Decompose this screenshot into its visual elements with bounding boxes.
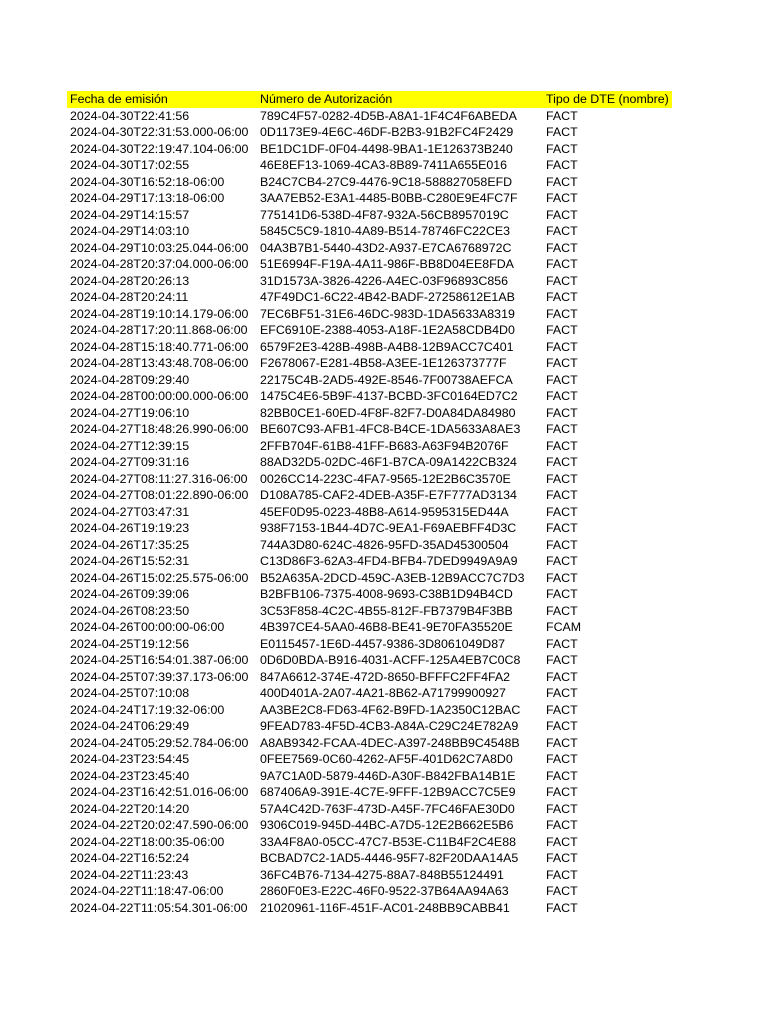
- tipo-cell: FACT: [546, 158, 578, 172]
- fecha-cell: 2024-04-24T17:19:32-06:00: [70, 702, 225, 717]
- autorizacion-cell: AA3BE2C8-FD63-4F62-B9FD-1A2350C12BAC: [260, 702, 521, 717]
- tipo-cell: FACT: [546, 735, 578, 750]
- tipo-cell: FACT: [546, 405, 578, 420]
- fecha-cell: 2024-04-23T23:54:45: [70, 752, 190, 766]
- table-row: [67, 141, 672, 158]
- tipo-cell: FACT: [546, 471, 578, 486]
- fecha-cell: 2024-04-28T15:18:40.771-06:00: [70, 339, 249, 354]
- table-row: [67, 817, 672, 834]
- autorizacion-cell: 2860F0E3-E22C-46F0-9522-37B64AA94A63: [260, 884, 509, 898]
- table-body: [67, 108, 672, 917]
- header-tipo-de-dte: Tipo de DTE (nombre): [546, 92, 669, 106]
- table-row: [67, 619, 672, 636]
- table-row: [67, 751, 672, 768]
- table-row: [67, 883, 672, 900]
- fecha-cell: 2024-04-26T15:52:31: [70, 554, 190, 568]
- tipo-cell: FACT: [546, 587, 578, 601]
- autorizacion-cell: 3AA7EB52-E3A1-4485-B0BB-C280E9E4FC7F: [260, 191, 518, 205]
- autorizacion-cell: E0115457-1E6D-4457-9386-3D8061049D87: [260, 636, 506, 651]
- tipo-cell: FACT: [546, 389, 578, 403]
- autorizacion-cell: 9306C019-945D-44BC-A7D5-12E2B662E5B6: [260, 818, 514, 832]
- table-row: [67, 603, 672, 620]
- autorizacion-cell: 31D1573A-3826-4226-A4EC-03F96893C856: [260, 273, 508, 288]
- table-row: [67, 900, 672, 917]
- autorizacion-cell: B24C7CB4-27C9-4476-9C18-588827058EFD: [260, 174, 513, 189]
- fecha-cell: 2024-04-22T11:05:54.301-06:00: [70, 900, 248, 915]
- tipo-cell: FACT: [546, 108, 578, 123]
- table-row: [67, 124, 672, 141]
- table-row: [67, 438, 672, 455]
- table-row: [67, 850, 672, 867]
- autorizacion-cell: 744A3D80-624C-4826-95FD-35AD45300504: [260, 537, 509, 552]
- tipo-cell: FACT: [546, 422, 578, 436]
- fecha-cell: 2024-04-26T17:35:25: [70, 537, 190, 552]
- tipo-cell: FACT: [546, 884, 578, 898]
- fecha-cell: 2024-04-27T08:01:22.890-06:00: [70, 488, 249, 502]
- tipo-cell: FACT: [546, 273, 578, 288]
- autorizacion-cell: 687406A9-391E-4C7E-9FFF-12B9ACC7C5E9: [260, 785, 516, 799]
- table-row: [67, 586, 672, 603]
- table-row: [67, 652, 672, 669]
- autorizacion-cell: 400D401A-2A07-4A21-8B62-A71799900927: [260, 686, 506, 700]
- table-row: [67, 405, 672, 422]
- fecha-cell: 2024-04-30T16:52:18-06:00: [70, 174, 225, 189]
- tipo-cell: FACT: [546, 306, 578, 321]
- fecha-cell: 2024-04-29T14:03:10: [70, 224, 190, 238]
- header-numero-de-autorizacion: Número de Autorización: [260, 92, 393, 106]
- tipo-cell: FACT: [546, 224, 578, 238]
- fecha-cell: 2024-04-25T19:12:56: [70, 636, 190, 651]
- autorizacion-cell: 3C53F858-4C2C-4B55-812F-FB7379B4F3BB: [260, 603, 513, 618]
- tipo-cell: FACT: [546, 504, 578, 519]
- autorizacion-cell: BE1DC1DF-0F04-4498-9BA1-1E126373B240: [260, 141, 513, 156]
- table-row: [67, 718, 672, 735]
- table-row: [67, 240, 672, 257]
- fecha-cell: 2024-04-28T20:37:04.000-06:00: [70, 257, 249, 271]
- fecha-cell: 2024-04-27T03:47:31: [70, 504, 190, 519]
- table-row: [67, 504, 672, 521]
- autorizacion-cell: D108A785-CAF2-4DEB-A35F-E7F777AD3134: [260, 488, 517, 502]
- autorizacion-cell: 847A6612-374E-472D-8650-BFFFC2FF4FA2: [260, 669, 511, 684]
- autorizacion-cell: 46E8EF13-1069-4CA3-8B89-7411A655E016: [260, 158, 508, 172]
- tipo-cell: FACT: [546, 174, 578, 189]
- fecha-cell: 2024-04-30T22:19:47.104-06:00: [70, 141, 249, 156]
- fecha-cell: 2024-04-29T17:13:18-06:00: [70, 191, 225, 205]
- tipo-cell: FACT: [546, 339, 578, 354]
- autorizacion-cell: 9FEAD783-4F5D-4CB3-A84A-C29C24E782A9: [260, 719, 519, 733]
- autorizacion-cell: 7EC6BF51-31E6-46DC-983D-1DA5633A8319: [260, 306, 515, 321]
- tipo-cell: FACT: [546, 834, 578, 849]
- fecha-cell: 2024-04-30T22:41:56: [70, 108, 190, 123]
- fecha-cell: 2024-04-30T22:31:53.000-06:00: [70, 125, 249, 139]
- tipo-cell: FACT: [546, 257, 578, 271]
- table-row: [67, 306, 672, 323]
- autorizacion-cell: 1475C4E6-5B9F-4137-BCBD-3FC0164ED7C2: [260, 389, 518, 403]
- table-row: [67, 157, 672, 174]
- autorizacion-cell: 938F7153-1B44-4D7C-9EA1-F69AEBFF4D3C: [260, 521, 517, 535]
- autorizacion-cell: 9A7C1A0D-5879-446D-A30F-B842FBA14B1E: [260, 768, 516, 783]
- fecha-cell: 2024-04-30T17:02:55: [70, 158, 190, 172]
- autorizacion-cell: 0FEE7569-0C60-4262-AF5F-401D62C7A8D0: [260, 752, 513, 766]
- fecha-cell: 2024-04-27T12:39:15: [70, 438, 190, 453]
- autorizacion-cell: EFC6910E-2388-4053-A18F-1E2A58CDB4D0: [260, 323, 515, 337]
- table-row: [67, 273, 672, 290]
- autorizacion-cell: 47F49DC1-6C22-4B42-BADF-27258612E1AB: [260, 290, 515, 304]
- table-row: [67, 322, 672, 339]
- tipo-cell: FACT: [546, 488, 578, 502]
- table-row: [67, 223, 672, 240]
- fecha-cell: 2024-04-25T07:39:37.173-06:00: [70, 669, 249, 684]
- autorizacion-cell: 04A3B7B1-5440-43D2-A937-E7CA6768972C: [260, 240, 512, 255]
- fecha-cell: 2024-04-28T09:29:40: [70, 372, 190, 387]
- table-row: [67, 553, 672, 570]
- fecha-cell: 2024-04-22T20:02:47.590-06:00: [70, 818, 249, 832]
- autorizacion-cell: 57A4C42D-763F-473D-A45F-7FC46FAE30D0: [260, 801, 515, 816]
- tipo-cell: FACT: [546, 191, 578, 205]
- autorizacion-cell: BCBAD7C2-1AD5-4446-95F7-82F20DAA14A5: [260, 851, 519, 865]
- tipo-cell: FACT: [546, 438, 578, 453]
- table-row: [67, 834, 672, 851]
- autorizacion-cell: B2BFB106-7375-4008-9693-C38B1D94B4CD: [260, 587, 513, 601]
- fecha-cell: 2024-04-22T11:18:47-06:00: [70, 884, 224, 898]
- autorizacion-cell: 2FFB704F-61B8-41FF-B683-A63F94B2076F: [260, 438, 509, 453]
- fecha-cell: 2024-04-29T10:03:25.044-06:00: [70, 240, 249, 255]
- autorizacion-cell: 4B397CE4-5AA0-46B8-BE41-9E70FA35520E: [260, 620, 513, 634]
- table-row: [67, 735, 672, 752]
- tipo-cell: FACT: [546, 537, 578, 552]
- tipo-cell: FACT: [546, 785, 578, 799]
- tipo-cell: FCAM: [546, 620, 582, 634]
- tipo-cell: FACT: [546, 356, 578, 370]
- header-fecha-de-emision: Fecha de emisión: [70, 92, 168, 106]
- tipo-cell: FACT: [546, 686, 578, 700]
- autorizacion-cell: 789C4F57-0282-4D5B-A8A1-1F4C4F6ABEDA: [260, 108, 517, 123]
- tipo-cell: FACT: [546, 851, 578, 865]
- fecha-cell: 2024-04-26T19:19:23: [70, 521, 190, 535]
- fecha-cell: 2024-04-28T19:10:14.179-06:00: [70, 306, 249, 321]
- table-row: [67, 685, 672, 702]
- tipo-cell: FACT: [546, 323, 578, 337]
- table-row: [67, 207, 672, 224]
- fecha-cell: 2024-04-29T14:15:57: [70, 207, 190, 222]
- tipo-cell: FACT: [546, 900, 578, 915]
- table-row: [67, 801, 672, 818]
- autorizacion-cell: B52A635A-2DCD-459C-A3EB-12B9ACC7C7D3: [260, 570, 525, 585]
- table-row: [67, 487, 672, 504]
- tipo-cell: FACT: [546, 125, 578, 139]
- table-row: [67, 702, 672, 719]
- table-row: [67, 768, 672, 785]
- table-row: [67, 784, 672, 801]
- table-row: [67, 388, 672, 405]
- table-row: [67, 190, 672, 207]
- table-row: [67, 355, 672, 372]
- table-row: [67, 339, 672, 356]
- table-row: [67, 471, 672, 488]
- table-row: [67, 867, 672, 884]
- fecha-cell: 2024-04-28T20:24:11: [70, 290, 189, 304]
- tipo-cell: FACT: [546, 290, 578, 304]
- table-row: [67, 520, 672, 537]
- autorizacion-cell: F2678067-E281-4B58-A3EE-1E126373777F: [260, 356, 507, 370]
- fecha-cell: 2024-04-27T18:48:26.990-06:00: [70, 422, 249, 436]
- autorizacion-cell: 82BB0CE1-60ED-4F8F-82F7-D0A84DA84980: [260, 405, 516, 420]
- autorizacion-cell: 0D6D0BDA-B916-4031-ACFF-125A4EB7C0C8: [260, 653, 521, 667]
- tipo-cell: FACT: [546, 207, 578, 222]
- tipo-cell: FACT: [546, 603, 578, 618]
- fecha-cell: 2024-04-26T15:02:25.575-06:00: [70, 570, 249, 585]
- tipo-cell: FACT: [546, 636, 578, 651]
- tipo-cell: FACT: [546, 554, 578, 568]
- tipo-cell: FACT: [546, 521, 578, 535]
- fecha-cell: 2024-04-22T20:14:20: [70, 801, 190, 816]
- tipo-cell: FACT: [546, 669, 578, 684]
- autorizacion-cell: BE607C93-AFB1-4FC8-B4CE-1DA5633A8AE3: [260, 422, 521, 436]
- tipo-cell: FACT: [546, 653, 578, 667]
- autorizacion-cell: 36FC4B76-7134-4275-88A7-848B55124491: [260, 867, 504, 882]
- tipo-cell: FACT: [546, 240, 578, 255]
- table-row: [67, 669, 672, 686]
- fecha-cell: 2024-04-24T06:29:49: [70, 719, 190, 733]
- tipo-cell: FACT: [546, 867, 578, 882]
- fecha-cell: 2024-04-28T17:20:11.868-06:00: [70, 323, 248, 337]
- fecha-cell: 2024-04-27T09:31:16: [70, 455, 190, 469]
- autorizacion-cell: 775141D6-538D-4F87-932A-56CB8957019C: [260, 207, 509, 222]
- header-row: [67, 91, 672, 108]
- fecha-cell: 2024-04-26T09:39:06: [70, 587, 190, 601]
- autorizacion-cell: 6579F2E3-428B-498B-A4B8-12B9ACC7C401: [260, 339, 514, 354]
- fecha-cell: 2024-04-26T08:23:50: [70, 603, 190, 618]
- table-row: [67, 372, 672, 389]
- table-row: [67, 174, 672, 191]
- fecha-cell: 2024-04-22T16:52:24: [70, 851, 190, 865]
- fecha-cell: 2024-04-23T23:45:40: [70, 768, 190, 783]
- tipo-cell: FACT: [546, 455, 578, 469]
- fecha-cell: 2024-04-25T16:54:01.387-06:00: [70, 653, 249, 667]
- tipo-cell: FACT: [546, 752, 578, 766]
- data-table: [67, 91, 672, 916]
- autorizacion-cell: 88AD32D5-02DC-46F1-B7CA-09A1422CB324: [260, 455, 517, 469]
- fecha-cell: 2024-04-28T00:00:00.000-06:00: [70, 389, 249, 403]
- fecha-cell: 2024-04-28T20:26:13: [70, 273, 190, 288]
- fecha-cell: 2024-04-27T08:11:27.316-06:00: [70, 471, 248, 486]
- autorizacion-cell: A8AB9342-FCAA-4DEC-A397-248BB9C4548B: [260, 735, 520, 750]
- table-row: [67, 636, 672, 653]
- table-row: [67, 454, 672, 471]
- fecha-cell: 2024-04-22T11:23:43: [70, 867, 189, 882]
- table-row: [67, 256, 672, 273]
- tipo-cell: FACT: [546, 141, 578, 156]
- autorizacion-cell: 0026CC14-223C-4FA7-9565-12E2B6C3570E: [260, 471, 511, 486]
- tipo-cell: FACT: [546, 818, 578, 832]
- table-row: [67, 570, 672, 587]
- autorizacion-cell: 5845C5C9-1810-4A89-B514-78746FC22CE3: [260, 224, 511, 238]
- table-row: [67, 421, 672, 438]
- fecha-cell: 2024-04-22T18:00:35-06:00: [70, 834, 225, 849]
- tipo-cell: FACT: [546, 768, 578, 783]
- autorizacion-cell: 51E6994F-F19A-4A11-986F-BB8D04EE8FDA: [260, 257, 514, 271]
- table-row: [67, 108, 672, 125]
- fecha-cell: 2024-04-27T19:06:10: [70, 405, 190, 420]
- tipo-cell: FACT: [546, 570, 578, 585]
- tipo-cell: FACT: [546, 801, 578, 816]
- fecha-cell: 2024-04-28T13:43:48.708-06:00: [70, 356, 249, 370]
- autorizacion-cell: 22175C4B-2AD5-492E-8546-7F00738AEFCA: [260, 372, 513, 387]
- autorizacion-cell: 0D1173E9-4E6C-46DF-B2B3-91B2FC4F2429: [260, 125, 514, 139]
- tipo-cell: FACT: [546, 719, 578, 733]
- tipo-cell: FACT: [546, 372, 578, 387]
- autorizacion-cell: 21020961-116F-451F-AC01-248BB9CABB41: [260, 900, 510, 915]
- table-row: [67, 289, 672, 306]
- table-row: [67, 537, 672, 554]
- autorizacion-cell: 33A4F8A0-05CC-47C7-B53E-C11B4F2C4E88: [260, 834, 516, 849]
- autorizacion-cell: C13D86F3-62A3-4FD4-BFB4-7DED9949A9A9: [260, 554, 518, 568]
- fecha-cell: 2024-04-26T00:00:00-06:00: [70, 620, 225, 634]
- fecha-cell: 2024-04-25T07:10:08: [70, 686, 190, 700]
- fecha-cell: 2024-04-23T16:42:51.016-06:00: [70, 785, 249, 799]
- autorizacion-cell: 45EF0D95-0223-48B8-A614-9595315ED44A: [260, 504, 509, 519]
- fecha-cell: 2024-04-24T05:29:52.784-06:00: [70, 735, 249, 750]
- tipo-cell: FACT: [546, 702, 578, 717]
